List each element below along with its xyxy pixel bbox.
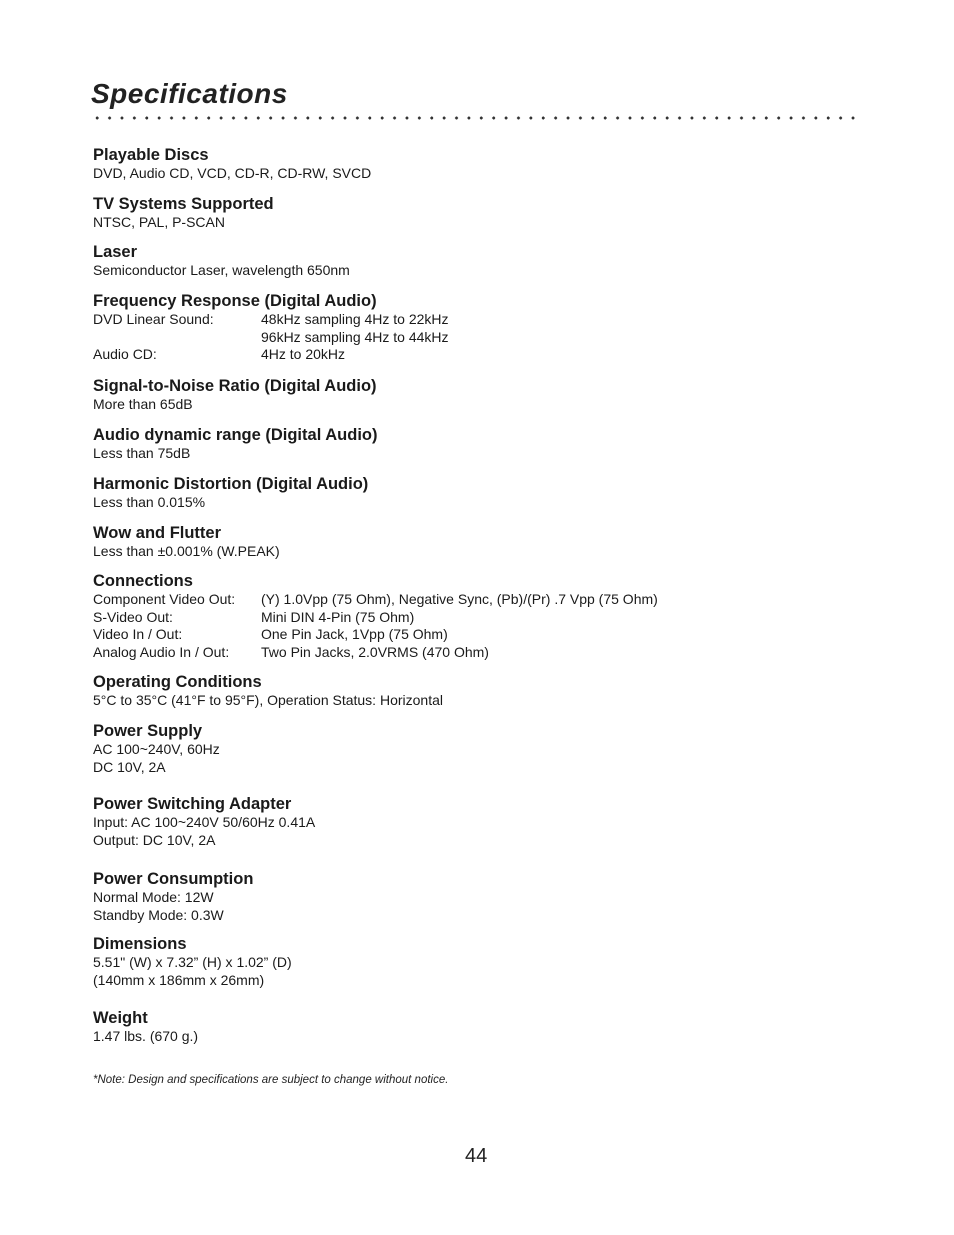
spec-label: DVD Linear Sound:: [93, 311, 214, 327]
spec-laser: [93, 242, 350, 280]
spec-dynamic-range: [93, 425, 377, 463]
section-heading: Connections: [93, 572, 193, 590]
disclaimer-note: *Note: Design and specifications are subject to change without notice.: [93, 1074, 449, 1086]
spec-value: 48kHz sampling 4Hz to 22kHz: [261, 311, 449, 327]
spec-value: NTSC, PAL, P-SCAN: [93, 214, 225, 230]
spec-value: More than 65dB: [93, 396, 193, 412]
spec-value: Mini DIN 4-Pin (75 Ohm): [261, 608, 415, 625]
spec-row: [93, 591, 658, 609]
spec-power-supply: [93, 721, 220, 776]
spec-power-adapter: [93, 794, 315, 849]
spec-value: AC 100~240V, 60Hz: [93, 741, 220, 757]
page-number: 44: [465, 1145, 488, 1167]
spec-power-consumption: [93, 869, 253, 924]
spec-value: 96kHz sampling 4Hz to 44kHz: [261, 328, 449, 345]
spec-value: Less than 0.015%: [93, 494, 206, 510]
spec-operating-conditions: [93, 672, 443, 710]
spec-value: Normal Mode: 12W: [93, 889, 214, 905]
section-heading: Playable Discs: [93, 146, 209, 164]
spec-value: 4Hz to 20kHz: [261, 346, 346, 362]
spec-row: [93, 626, 658, 644]
spec-row: [93, 346, 449, 364]
spec-weight: [93, 1008, 198, 1046]
spec-signal-to-noise: [93, 376, 377, 414]
section-heading: Power Consumption: [93, 870, 254, 888]
page-title: Specifications: [91, 78, 288, 109]
spec-value: 5°C to 35°C (41°F to 95°F), Operation Status: Horizontal: [93, 692, 443, 708]
spec-value: Less than 75dB: [93, 445, 191, 461]
spec-frequency-response: [93, 291, 449, 364]
spec-row: [93, 329, 449, 347]
spec-connections: [93, 571, 658, 661]
spec-value: 5.51" (W) x 7.32” (H) x 1.02” (D): [93, 954, 292, 970]
section-heading: Power Supply: [93, 722, 203, 740]
spec-harmonic-distortion: [93, 474, 368, 512]
section-heading: Weight: [93, 1009, 148, 1027]
spec-row: [93, 609, 658, 627]
spec-value: One Pin Jack, 1Vpp (75 Ohm): [261, 626, 448, 642]
spec-value: DVD, Audio CD, VCD, CD-R, CD-RW, SVCD: [93, 165, 372, 181]
section-heading: Dimensions: [93, 935, 187, 953]
section-heading: TV Systems Supported: [93, 195, 274, 213]
spec-row: [93, 311, 449, 329]
spec-label: Component Video Out:: [93, 591, 236, 607]
spec-label: [93, 329, 261, 347]
spec-label: Audio CD:: [93, 346, 157, 362]
spec-value: Semiconductor Laser, wavelength 650nm: [93, 262, 350, 278]
section-heading: Audio dynamic range (Digital Audio): [93, 426, 378, 444]
section-heading: Power Switching Adapter: [93, 795, 292, 813]
spec-label: Analog Audio In / Out:: [93, 643, 230, 660]
spec-value: Output: DC 10V, 2A: [93, 831, 216, 848]
spec-value: Standby Mode: 0.3W: [93, 906, 224, 923]
section-heading: Harmonic Distortion (Digital Audio): [93, 475, 369, 493]
spec-value: 1.47 lbs. (670 g.): [93, 1028, 199, 1044]
spec-value: Input: AC 100~240V 50/60Hz 0.41A: [93, 814, 316, 830]
spec-value: Two Pin Jacks, 2.0VRMS (470 Ohm): [261, 643, 489, 660]
section-heading: Laser: [93, 243, 138, 261]
spec-label: S-Video Out:: [93, 608, 173, 625]
spec-label: Video In / Out:: [93, 626, 183, 642]
section-heading: Operating Conditions: [93, 673, 262, 691]
spec-row: [93, 644, 658, 662]
spec-dimensions: [93, 934, 292, 989]
dotted-divider: [91, 116, 859, 120]
spec-tv-systems: [93, 194, 274, 232]
spec-value: Less than ±0.001% (W.PEAK): [93, 543, 280, 559]
section-heading: Signal-to-Noise Ratio (Digital Audio): [93, 377, 377, 395]
section-heading: Frequency Response (Digital Audio): [93, 292, 377, 310]
spec-value: DC 10V, 2A: [93, 758, 166, 775]
spec-value: (Y) 1.0Vpp (75 Ohm), Negative Sync, (Pb)/(Pr) .7 Vpp (75 Ohm): [261, 591, 658, 607]
spec-playable-discs: [93, 145, 371, 183]
section-heading: Wow and Flutter: [93, 524, 222, 542]
spec-value: (140mm x 186mm x 26mm): [93, 971, 265, 988]
spec-wow-flutter: [93, 523, 280, 561]
